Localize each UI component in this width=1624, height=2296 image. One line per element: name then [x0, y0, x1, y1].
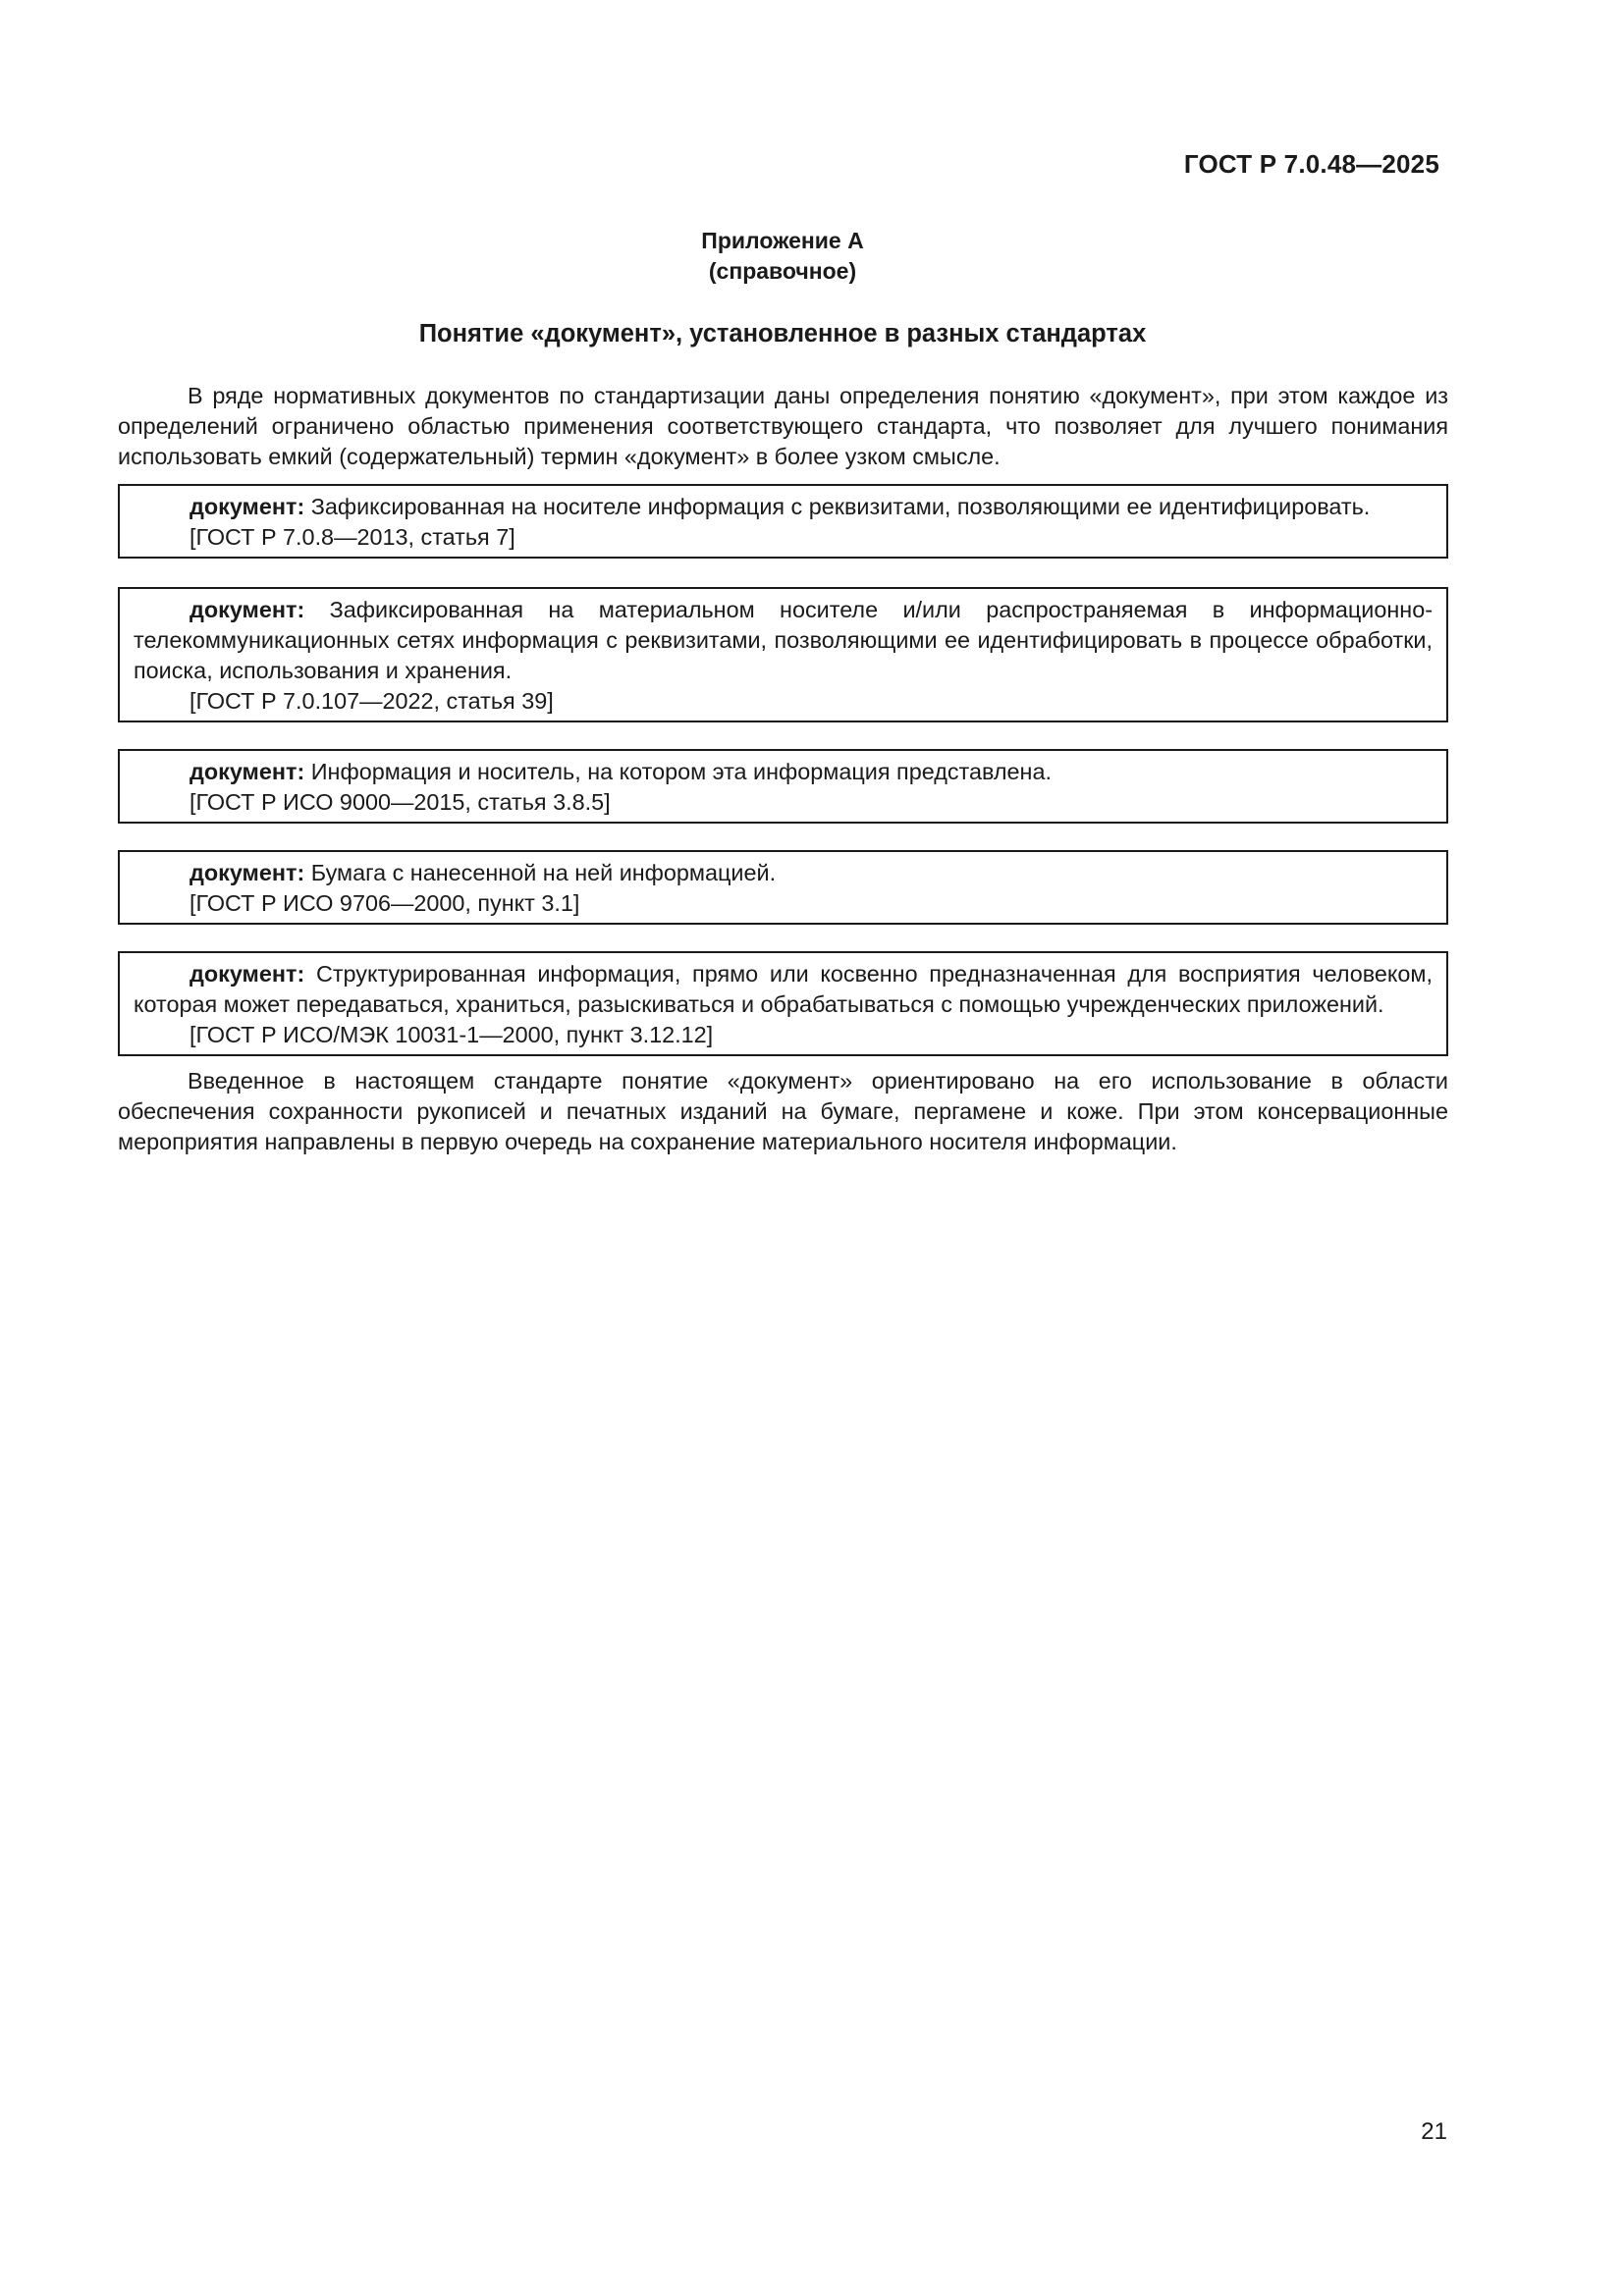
page-number: 21 — [1421, 2118, 1447, 2145]
definition-box — [118, 749, 1448, 824]
definition-source: [ГОСТ Р 7.0.107—2022, статья 39] — [189, 688, 554, 714]
definition-source: [ГОСТ Р ИСО 9706—2000, пункт 3.1] — [189, 890, 580, 916]
definition-body: Структурированная информация, прямо или косвенно предназначенная для восприятия человеком, которая может передаваться, храниться, разыскиваться и обрабатываться с помощью учрежденческих приложений. — [134, 961, 1433, 1017]
definition-body: Бумага с нанесенной на ней информацией. — [310, 860, 777, 885]
intro-paragraph: В ряде нормативных документов по стандартизации даны определения понятию «документ», при этом каждое из определений ограничено областью применения соответствующего стандарта, что позволяет для лучшего понимания использовать емкий (содержательный) термин «документ» в более узком смысле. — [118, 383, 1448, 469]
definition-term: документ: — [189, 961, 305, 987]
definition-text — [134, 757, 1433, 787]
definition-term: документ: — [189, 860, 305, 885]
annex-type: (справочное) — [708, 258, 857, 284]
annex-label: Приложение А — [701, 228, 864, 253]
definition-body: Зафиксированная на носителе информация с реквизитами, позволяющими ее идентифицировать. — [310, 494, 1371, 519]
annex-title: Понятие «документ», установленное в разных стандартах — [418, 320, 1147, 347]
definition-box — [118, 587, 1448, 722]
definition-term: документ: — [189, 759, 305, 784]
annex-heading — [0, 226, 1565, 287]
definition-text — [134, 492, 1433, 522]
definition-term: документ: — [189, 494, 305, 519]
definition-box — [118, 484, 1448, 559]
definition-source: [ГОСТ Р 7.0.8—2013, статья 7] — [189, 524, 515, 550]
document-code: ГОСТ Р 7.0.48—2025 — [1183, 149, 1439, 179]
definition-box — [118, 850, 1448, 925]
definition-text — [134, 595, 1433, 686]
definition-box — [118, 951, 1448, 1056]
definition-body: Зафиксированная на материальном носителе и/или распространяемая в информационно-телекоммуникационных сетях информация с реквизитами, позволяющими ее идентифицировать в процессе обработки, поиска, использования и хранения. — [134, 597, 1433, 683]
definition-term: документ: — [189, 597, 305, 622]
definition-body: Информация и носитель, на котором эта информация представлена. — [310, 759, 1052, 784]
definition-text — [134, 959, 1433, 1020]
definition-text — [134, 858, 1433, 888]
definition-source: [ГОСТ Р ИСО 9000—2015, статья 3.8.5] — [189, 789, 611, 815]
document-body — [118, 381, 1448, 1157]
outro-paragraph: Введенное в настоящем стандарте понятие «документ» ориентировано на его использование в области обеспечения сохранности рукописей и печатных изданий на бумаге, пергамене и коже. При этом консервационные мероприятия направлены в первую очередь на сохранение материального носителя информации. — [118, 1068, 1448, 1154]
definition-source: [ГОСТ Р ИСО/МЭК 10031-1—2000, пункт 3.12.12] — [189, 1022, 714, 1047]
